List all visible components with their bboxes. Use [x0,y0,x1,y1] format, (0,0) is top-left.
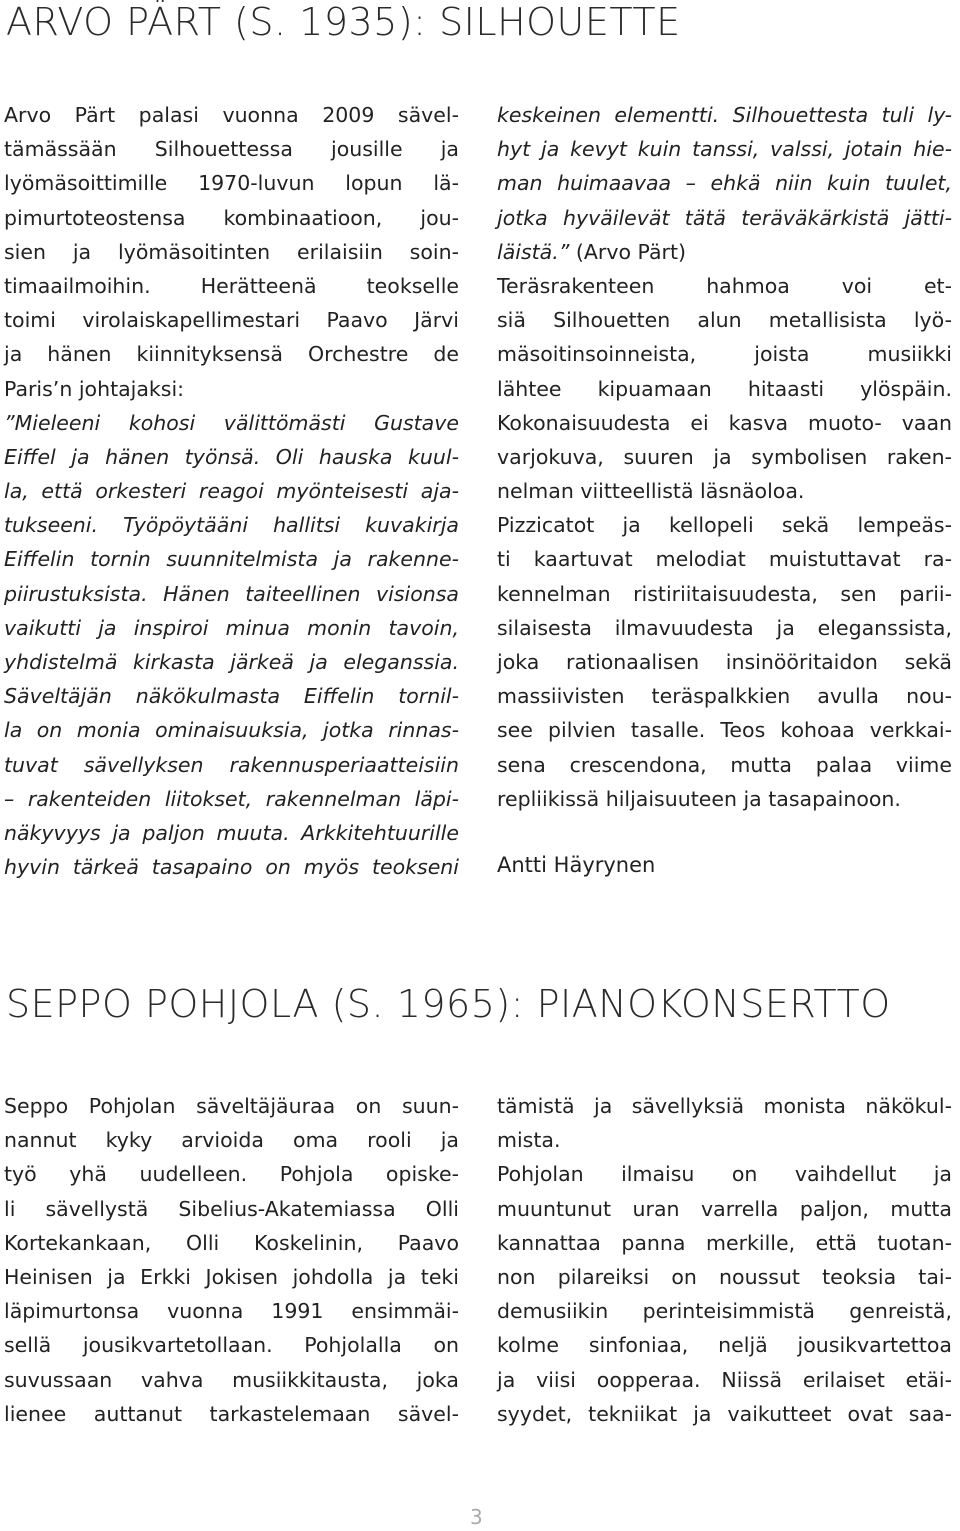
text-line: Teräsrakenteen hahmoa voi et- [497,273,952,298]
text-line: kannattaa panna merkille, että tuotan- [497,1230,952,1255]
text-line: demusiikin perinteisimmistä genreistä, [497,1299,952,1324]
text-line: hyvin tärkeä tasapaino on myös teokseni [4,855,459,880]
article-heading-part: ARVO PÄRT (S. 1935): SILHOUETTE [6,0,681,44]
text-line: kennelman ristiriitaisuudesta, sen parii- [497,581,952,606]
text-line: joka rationaalisen insinööritaidon sekä [497,650,952,674]
text-line: suvussaan vahva musiikkitausta, joka [4,1367,459,1392]
text-line: kolme sinfoniaa, neljä jousikvartettoa [497,1333,952,1358]
text-line: varjokuva, suuren ja symbolisen raken- [497,444,952,469]
text-line: la on monia ominaisuuksia, jotka rinnas- [4,718,459,743]
text-line: siä Silhouetten alun metallisista lyö- [497,308,952,333]
text-line: la, että orkesteri reagoi myönteisesti aja- [4,479,459,504]
text-line-attribution: (Arvo Pärt) [569,239,686,264]
text-line: läistä.” (Arvo Pärt) [497,239,686,264]
text-line: non pilareiksi on noussut teoksia tai- [497,1264,952,1289]
text-line: ja viisi oopperaa. Niissä erilaiset etäi- [497,1367,952,1392]
text-line: ja hänen kiinnityksensä Orchestre de [4,342,459,367]
text-line: sellä jousikvartetollaan. Pohjolalla on [4,1333,459,1358]
text-line: yhdistelmä kirkasta järkeä ja eleganssia. [4,650,459,674]
text-line: ti kaartuvat melodiat muistuttavat ra- [497,547,952,572]
text-line: tukseeni. Työpöytääni hallitsi kuvakirja [4,513,459,538]
article-heading-pohjola: SEPPO POHJOLA (S. 1965): PIANOKONSERTTO [6,982,891,1026]
article-part-column-2 [497,98,952,816]
text-line: työ yhä uudelleen. Pohjola opiske- [4,1162,459,1187]
text-line: Arvo Pärt palasi vuonna 2009 sävel- [4,103,459,127]
text-line: Kokonaisuudesta ei kasva muoto- vaan [497,410,952,435]
text-line: keskeinen elementti. Silhouettesta tuli ly- [497,103,952,127]
text-line: sena crescendona, mutta palaa viime [497,752,952,777]
text-line: läpimurtonsa vuonna 1991 ensimmäi- [4,1299,459,1324]
text-line: muuntunut uran varrella paljon, mutta [497,1196,952,1221]
text-line: timaailmoihin. Herätteenä teokselle [4,273,459,298]
text-line: syydet, tekniikat ja vaikutteet ovat saa- [497,1401,952,1426]
text-line: mista. [497,1128,561,1153]
text-line: man huimaavaa – ehkä niin kuin tuulet, [497,171,952,196]
text-line: Säveltäjän näkökulmasta Eiffelin tornil- [4,684,459,709]
text-line: tämistä ja sävellyksiä monista näkökul- [497,1094,952,1118]
text-line: vaikutti ja inspiroi minua monin tavoin, [4,615,459,640]
text-line: tuvat sävellyksen rakennusperiaatteisiin [4,752,459,777]
text-line: Seppo Pohjolan säveltäjäuraa on suun- [4,1094,459,1118]
text-line: Heinisen ja Erkki Jokisen johdolla ja teki [4,1264,459,1289]
text-line: Pizzicatot ja kellopeli sekä lempeäs- [497,513,952,538]
text-line: – rakenteiden liitokset, rakennelman läpi- [4,786,459,811]
text-line: näkyvyys ja paljon muuta. Arkkitehtuurille [4,820,459,845]
text-line: lyömäsoittimille 1970-luvun lopun lä- [4,171,459,196]
article-pohjola-column-1 [4,1089,459,1431]
text-line: toimi virolaiskapellimestari Paavo Järvi [4,308,459,333]
article-part-column-1 [4,98,459,884]
text-line: Eiffel ja hänen työnsä. Oli hauska kuul- [4,444,459,469]
text-line: nannut kyky arvioida oma rooli ja [4,1128,459,1153]
text-line: jotka hyväilevät tätä teräväkärkistä jätti- [497,205,952,230]
page-number: 3 [470,1505,483,1529]
author-signature: Antti Häyrynen [497,853,656,877]
article-pohjola-column-2 [497,1089,952,1431]
text-line: mäsoitinsoinneista, joista musiikki [497,342,952,367]
text-line: repliikissä hiljaisuuteen ja tasapainoon. [497,786,901,811]
text-line: piirustuksista. Hänen taiteellinen visionsa [4,581,459,606]
text-line: Pohjolan ilmaisu on vaihdellut ja [497,1162,952,1187]
text-line: Kortekankaan, Olli Koskelinin, Paavo [4,1230,459,1255]
text-line: lähtee kipuamaan hitaasti ylöspäin. [497,376,952,401]
text-line: Eiffelin tornin suunnitelmista ja rakenne- [4,547,459,572]
text-line: sien ja lyömäsoitinten erilaisiin soin- [4,239,459,264]
text-line: hyt ja kevyt kuin tanssi, valssi, jotain hie- [497,137,952,162]
text-line: Paris’n johtajaksi: [4,376,185,401]
text-line: tämässään Silhouettessa jousille ja [4,137,459,162]
text-line: li sävellystä Sibelius-Akatemiassa Olli [4,1196,459,1221]
text-line: pimurtoteostensa kombinaatioon, jou- [4,205,459,230]
text-line: nelman viitteellistä läsnäoloa. [497,479,805,504]
text-line: see pilvien tasalle. Teos kohoaa verkkai- [497,718,952,743]
text-line: lienee auttanut tarkastelemaan sävel- [4,1401,459,1426]
text-line: ”Mieleeni kohosi välittömästi Gustave [4,410,459,435]
text-line: massiivisten teräspalkkien avulla nou- [497,684,952,709]
text-line: silaisesta ilmavuudesta ja eleganssista, [497,615,952,640]
